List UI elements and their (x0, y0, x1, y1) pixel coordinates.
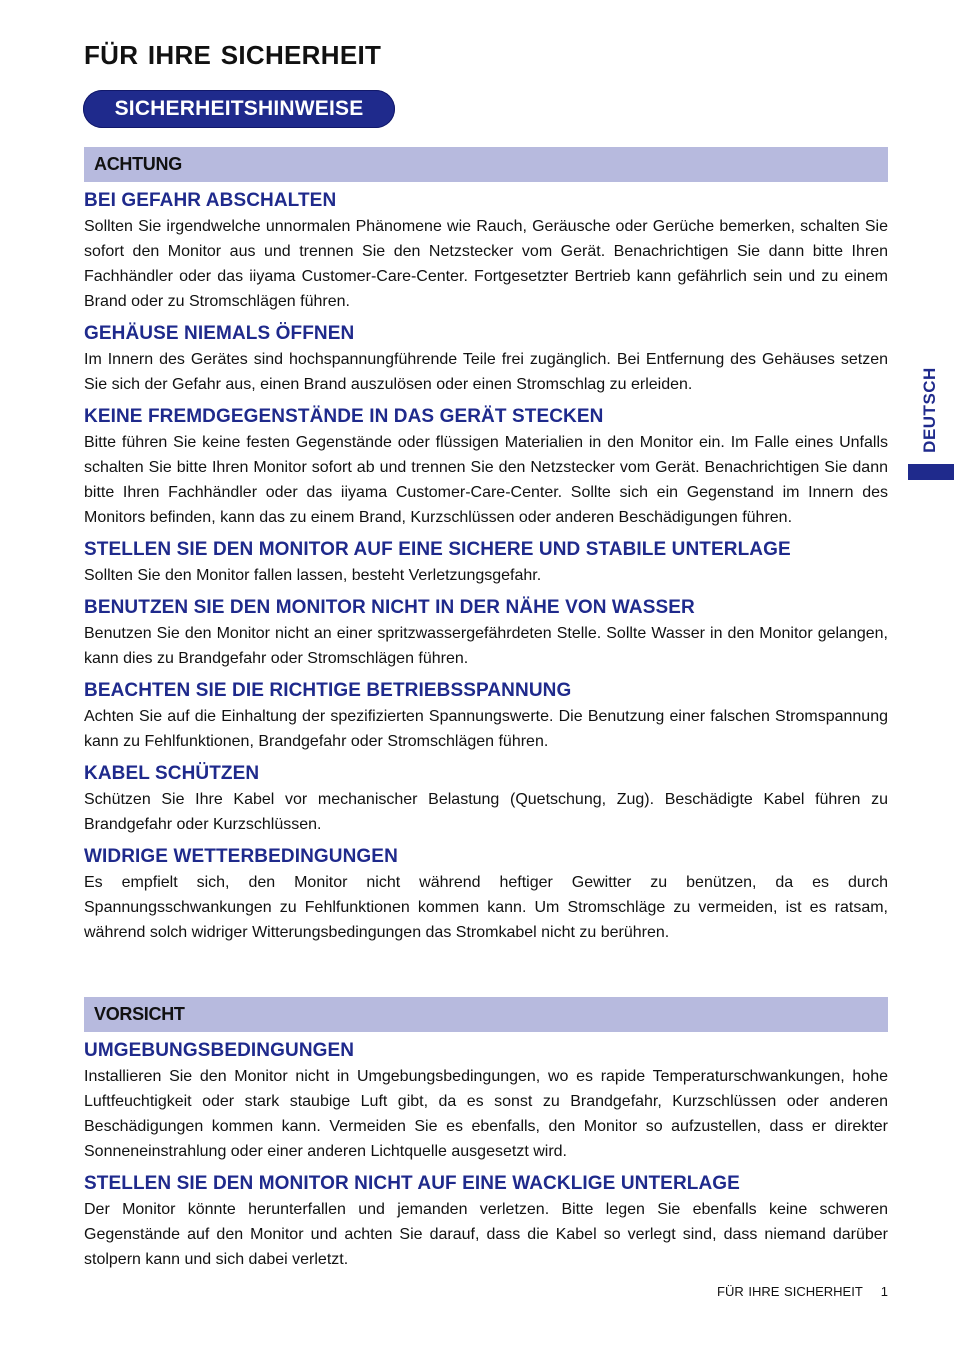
section-heading: BENUTZEN SIE DEN MONITOR NICHT IN DER NÄHE VON WASSER (84, 597, 695, 618)
vorsicht-band: VORSICHT (84, 997, 888, 1032)
section-body: Installieren Sie den Monitor nicht in Umgebungsbedingungen, wo es rapide Temperaturschwankungen, hohe Luftfeuchtigkeit oder stark staubige Luft gibt, da es sonst zu Brandgefahr, Kurzschlüssen oder anderen Beschädigungen kommen kann. Vermeiden Sie es ebenfalls, den Monitor so aufzustellen, dass er direkter Sonneneinstrahlung oder einer anderen Lichtquelle ausgesetzt wird. (84, 1068, 888, 1160)
section-bei-gefahr-abschalten (84, 188, 888, 314)
safety-content (84, 188, 888, 945)
section-body: Der Monitor könnte herunterfallen und jemanden verletzen. Bitte legen Sie ebenfalls keine schweren Gegenstände auf den Monitor und achten Sie darauf, dass die Kabel so verlegt sind, dass niemand darüber stolpern kann und sich dabei verletzt. (84, 1201, 888, 1268)
page-number: 1 (880, 1284, 888, 1299)
section-wetterbedingungen (84, 844, 888, 945)
section-body: Es empfielt sich, den Monitor nicht während heftiger Gewitter zu benützen, da es durch Spannungsschwankungen zu Fehlfunktionen kommen kann. Um Stromschläge zu vermeiden, ist es ratsam, während solch widriger Witterungsbedingungen das Stromkabel nicht zu berühren. (84, 874, 888, 941)
section-body: Benutzen Sie den Monitor nicht an einer spritzwassergefährdeten Stelle. Sollte Wasser in den Monitor gelangen, kann dies zu Brandgefahr oder Stromschlägen führen. (84, 625, 888, 667)
achtung-band: ACHTUNG (84, 147, 888, 182)
language-tab-bar (908, 464, 954, 480)
section-keine-fremdgegenstaende (84, 404, 888, 530)
section-body: Schützen Sie Ihre Kabel vor mechanischer Belastung (Quetschung, Zug). Beschädigte Kabel führen zu Brandgefahr oder Kurzschlüssen. (84, 791, 888, 833)
page-footer (717, 1284, 888, 1299)
section-heading: KABEL SCHÜTZEN (84, 763, 260, 784)
section-pill: SICHERHEITSHINWEISE (83, 90, 395, 128)
section-heading: STELLEN SIE DEN MONITOR AUF EINE SICHERE UND STABILE UNTERLAGE (84, 539, 791, 560)
vorsicht-content (84, 1038, 888, 1272)
footer-label: FÜR IHRE SICHERHEIT (717, 1284, 863, 1299)
section-umgebungsbedingungen (84, 1038, 888, 1164)
section-heading: WIDRIGE WETTERBEDINGUNGEN (84, 846, 398, 867)
section-sichere-unterlage (84, 537, 888, 588)
section-kabel-schuetzen (84, 761, 888, 837)
section-heading: BEI GEFAHR ABSCHALTEN (84, 190, 337, 211)
section-body: Achten Sie auf die Einhaltung der spezifizierten Spannungswerte. Die Benutzung einer falschen Stromspannung kann zu Fehlfunktionen, Brandgefahr oder Stromschlägen führen. (84, 708, 888, 750)
section-heading: UMGEBUNGSBEDINGUNGEN (84, 1040, 355, 1061)
section-body: Bitte führen Sie keine festen Gegenstände oder flüssigen Materialien in den Monitor ein. Im Falle eines Unfalls schalten Sie bitte Ihren Monitor sofort ab und trennen Sie den Netzstecker vom Gerät. Benachrichtigen Sie dann bitte Ihren Fachhändler oder das iiyama Customer-Care-Center. Sollte sich ein Gegenstand im Innern des Monitors befinden, kann das zu einem Brand, Kurzschlüssen oder anderen Beschädigungen führen. (84, 434, 888, 526)
section-wacklige-unterlage (84, 1171, 888, 1272)
language-label: DEUTSCH (920, 367, 939, 453)
section-body: Sollten Sie den Monitor fallen lassen, besteht Verletzungsgefahr. (84, 567, 542, 584)
section-heading: KEINE FREMDGEGENSTÄNDE IN DAS GERÄT STECKEN (84, 406, 604, 427)
section-body: Im Innern des Gerätes sind hochspannungführende Teile frei zugänglich. Bei Entfernung des Gehäuses setzen Sie sich der Gefahr aus, einen Brand auszulösen oder einen Stromschlag zu erleiden. (84, 351, 888, 393)
section-betriebsspannung (84, 678, 888, 754)
section-heading: GEHÄUSE NIEMALS ÖFFNEN (84, 323, 355, 344)
page-title: FÜR IHRE SICHERHEIT (84, 40, 382, 70)
section-heading: STELLEN SIE DEN MONITOR NICHT AUF EINE WACKLIGE UNTERLAGE (84, 1173, 740, 1194)
section-gehaeuse-niemals-oeffnen (84, 321, 888, 397)
section-nicht-nahe-wasser (84, 595, 888, 671)
section-body: Sollten Sie irgendwelche unnormalen Phänomene wie Rauch, Geräusche oder Gerüche bemerken, schalten Sie sofort den Monitor aus und trennen Sie den Netzstecker vom Gerät. Benachrichtigen Sie dann bitte Ihren Fachhändler oder das iiyama Customer-Care-Center. Fortgesetzter Bertrieb kann gefährlich sein und zu einem Brand oder zu Stromschlägen führen. (84, 218, 888, 310)
language-side-tab (908, 355, 954, 480)
section-heading: BEACHTEN SIE DIE RICHTIGE BETRIEBSSPANNUNG (84, 680, 572, 701)
